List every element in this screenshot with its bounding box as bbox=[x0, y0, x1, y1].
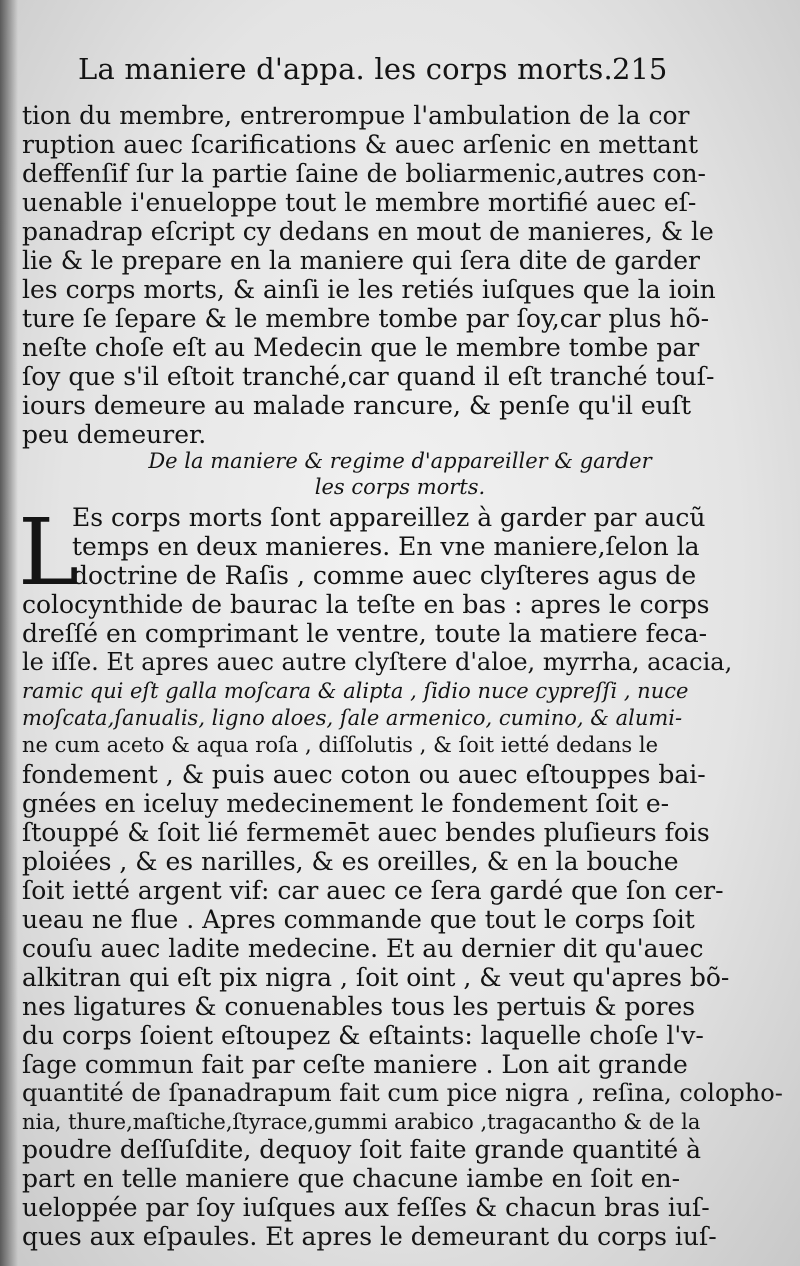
page-header bbox=[0, 52, 800, 92]
text-line: uenable i'enueloppe tout le membre mortifié auec eſ- bbox=[22, 188, 697, 217]
text-line: ne cum aceto & aqua roſa , diſſolutis , & ſoit ietté dedans le bbox=[22, 733, 658, 757]
section-heading-line-2: les corps morts. bbox=[314, 475, 486, 499]
text-line: ques aux eſpaules. Et apres le demeurant du corps iuſ- bbox=[22, 1222, 717, 1251]
text-line: Es corps morts ſont appareillez à garder par aucũ bbox=[72, 503, 706, 532]
text-line: fondement , & puis auec coton ou auec eſtouppes bai- bbox=[22, 760, 706, 789]
text-line: ueau ne flue . Apres commande que tout le corps ſoit bbox=[22, 905, 695, 934]
text-line: nes ligatures & conuenables tous les pertuis & pores bbox=[22, 992, 696, 1021]
text-line: ture ſe ſepare & le membre tombe par ſoy,car plus hõ- bbox=[22, 304, 710, 333]
text-line: part en telle maniere que chacune iambe en ſoit en- bbox=[22, 1164, 681, 1193]
text-line: moſcata,ſanualis, ligno aloes, ſale armenico, cumino, & alumi- bbox=[22, 706, 683, 730]
text-line: quantité de ſpanadrapum fait cum pice nigra , reſina, colopho- bbox=[22, 1079, 783, 1107]
running-head: La maniere d'appa. les corps morts. bbox=[78, 52, 613, 86]
text-line: couſu auec ladite medecine. Et au dernier dit qu'auec bbox=[22, 934, 704, 963]
page-number: 215 bbox=[612, 52, 668, 86]
text-line: temps en deux manieres. En vne maniere,ſelon la bbox=[72, 532, 700, 561]
text-line: panadrap eſcript cy dedans en mout de manieres, & le bbox=[22, 217, 714, 246]
text-line: deffenſif ſur la partie ſaine de boliarmenic,autres con- bbox=[22, 159, 707, 188]
text-line: du corps ſoient eſtoupez & eſtaints: laquelle choſe l'v- bbox=[22, 1021, 704, 1050]
text-line: alkitran qui eſt pix nigra , ſoit oint , & veut qu'apres bõ- bbox=[22, 963, 730, 992]
text-line: gnées en iceluy medecinement le fondement ſoit e- bbox=[22, 789, 670, 818]
text-line: ueloppée par ſoy iuſques aux feſſes & chacun bras iuſ- bbox=[22, 1193, 710, 1222]
text-line: poudre deſſuſdite, dequoy ſoit faite grande quantité à bbox=[22, 1135, 702, 1164]
page-gutter-shadow bbox=[0, 0, 18, 1266]
text-line: iours demeure au malade rancure, & penſe qu'il euſt bbox=[22, 391, 692, 420]
text-line: dreſſé en comprimant le ventre, toute la matiere feca- bbox=[22, 619, 708, 648]
text-line: ramic qui eſt galla moſcara & alipta , ſidio nuce cypreſſi , nuce bbox=[22, 679, 689, 703]
text-line: peu demeurer. bbox=[22, 420, 207, 449]
section-heading-line-1: De la maniere & regime d'appareiller & garder bbox=[148, 449, 652, 473]
text-line: ſoy que s'il eſtoit tranché,car quand il eſt tranché touſ- bbox=[22, 362, 715, 391]
text-line: tion du membre, entrerompue l'ambulation de la cor bbox=[22, 101, 690, 130]
text-line: ſtouppé & ſoit lié fermemēt auec bendes pluſieurs fois bbox=[22, 818, 710, 847]
drop-cap: L bbox=[18, 499, 80, 606]
text-line: les corps morts, & ainſi ie les retiés iuſques que la ioin bbox=[22, 275, 716, 304]
text-line: le iſſe. Et apres auec autre clyſtere d'aloe, myrrha, acacia, bbox=[22, 648, 733, 676]
text-line: ruption auec ſcarifications & auec arſenic en mettant bbox=[22, 130, 698, 159]
text-line: ſage commun fait par ceſte maniere . Lon ait grande bbox=[22, 1050, 688, 1079]
text-line: ſoit ietté argent vif: car auec ce ſera gardé que ſon cer- bbox=[22, 876, 724, 905]
text-line: colocynthide de baurac la teſte en bas : apres le corps bbox=[22, 590, 710, 619]
text-line: neſte choſe eſt au Medecin que le membre tombe par bbox=[22, 333, 700, 362]
text-line: lie & le prepare en la maniere qui ſera dite de garder bbox=[22, 246, 700, 275]
text-line: nia, thure,maſtiche,ſtyrace,gummi arabico ,tragacantho & de la bbox=[22, 1110, 701, 1134]
text-line: ploiées , & es narilles, & es oreilles, & en la bouche bbox=[22, 847, 679, 876]
text-line: doctrine de Raſis , comme auec clyſteres agus de bbox=[72, 561, 697, 590]
